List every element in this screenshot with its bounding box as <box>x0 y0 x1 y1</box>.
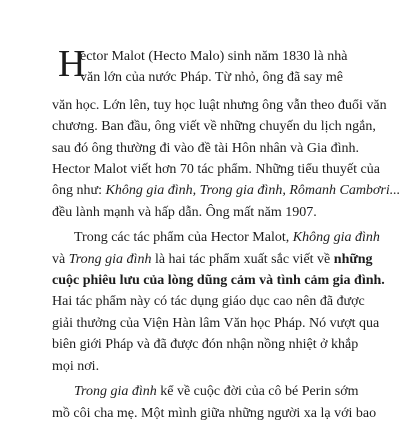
paragraph-line: ector Malot (Hecto Malo) sinh năm 1830 là nhà <box>80 49 348 64</box>
italic-title: Trong gia đình <box>68 251 152 267</box>
line-text: Trong các tác phẩm của Hector Malot, <box>74 230 293 246</box>
paragraph-line: mồ côi cha mẹ. Một mình giữa những người xa lạ với bao <box>52 405 377 421</box>
drop-cap-letter: H <box>58 43 86 85</box>
paragraph-line: mọi nơi. <box>52 358 100 374</box>
body-paragraph <box>52 381 382 424</box>
line-text: ông như: <box>52 183 106 199</box>
paragraph-line <box>52 249 382 270</box>
paragraph-line: Hai tác phẩm này có tác dụng giáo dục cao nên đã được <box>52 294 365 310</box>
paragraph-line: giải thưởng của Viện Hàn lâm Văn học Pháp. Nó vượt qua <box>52 315 380 331</box>
text-column <box>52 43 400 424</box>
line-text: và <box>52 251 69 267</box>
paragraph-line: chương. Ban đầu, ông viết về những chuyến du lịch ngắn, <box>52 119 376 135</box>
paragraph-line: Hector Malot viết hơn 70 tác phẩm. Những tiểu thuyết của <box>52 162 380 178</box>
paragraph-line <box>52 227 382 248</box>
line-text: kể về cuộc đời của cô bé Perin sớm <box>156 384 359 400</box>
paragraph-line <box>52 270 385 291</box>
body-paragraph <box>52 227 385 377</box>
bold-phrase: những <box>333 251 373 267</box>
paragraph-line <box>52 381 382 402</box>
paragraph-line: văn học. Lớn lên, tuy học luật nhưng ông vẫn theo đuổi văn <box>52 97 387 113</box>
italic-titles: Không gia đình, Trong gia đình, Rômanh Cambơri... <box>105 183 400 199</box>
italic-title: Không gia đình <box>292 230 380 246</box>
paragraph-line: văn lớn của nước Pháp. Từ nhỏ, ông đã say mê <box>80 70 344 86</box>
paragraph-line <box>52 180 400 201</box>
italic-title: Trong gia đình <box>74 384 157 400</box>
paragraph-line: biên giới Pháp và đã được đón nhận nồng nhiệt ở khắp <box>52 337 359 353</box>
intro-paragraph <box>52 43 400 223</box>
paragraph-line: sau đó ông thường đi vào đề tài Hôn nhân và Gia đình. <box>52 140 359 156</box>
line-text: là hai tác phẩm xuất sắc viết về <box>151 251 334 267</box>
paragraph-line: đều lành mạnh và hấp dẫn. Ông mất năm 1907. <box>52 204 317 220</box>
bold-phrase: cuộc phiêu lưu của lòng dũng cảm và tình cảm gia đình. <box>52 273 385 289</box>
